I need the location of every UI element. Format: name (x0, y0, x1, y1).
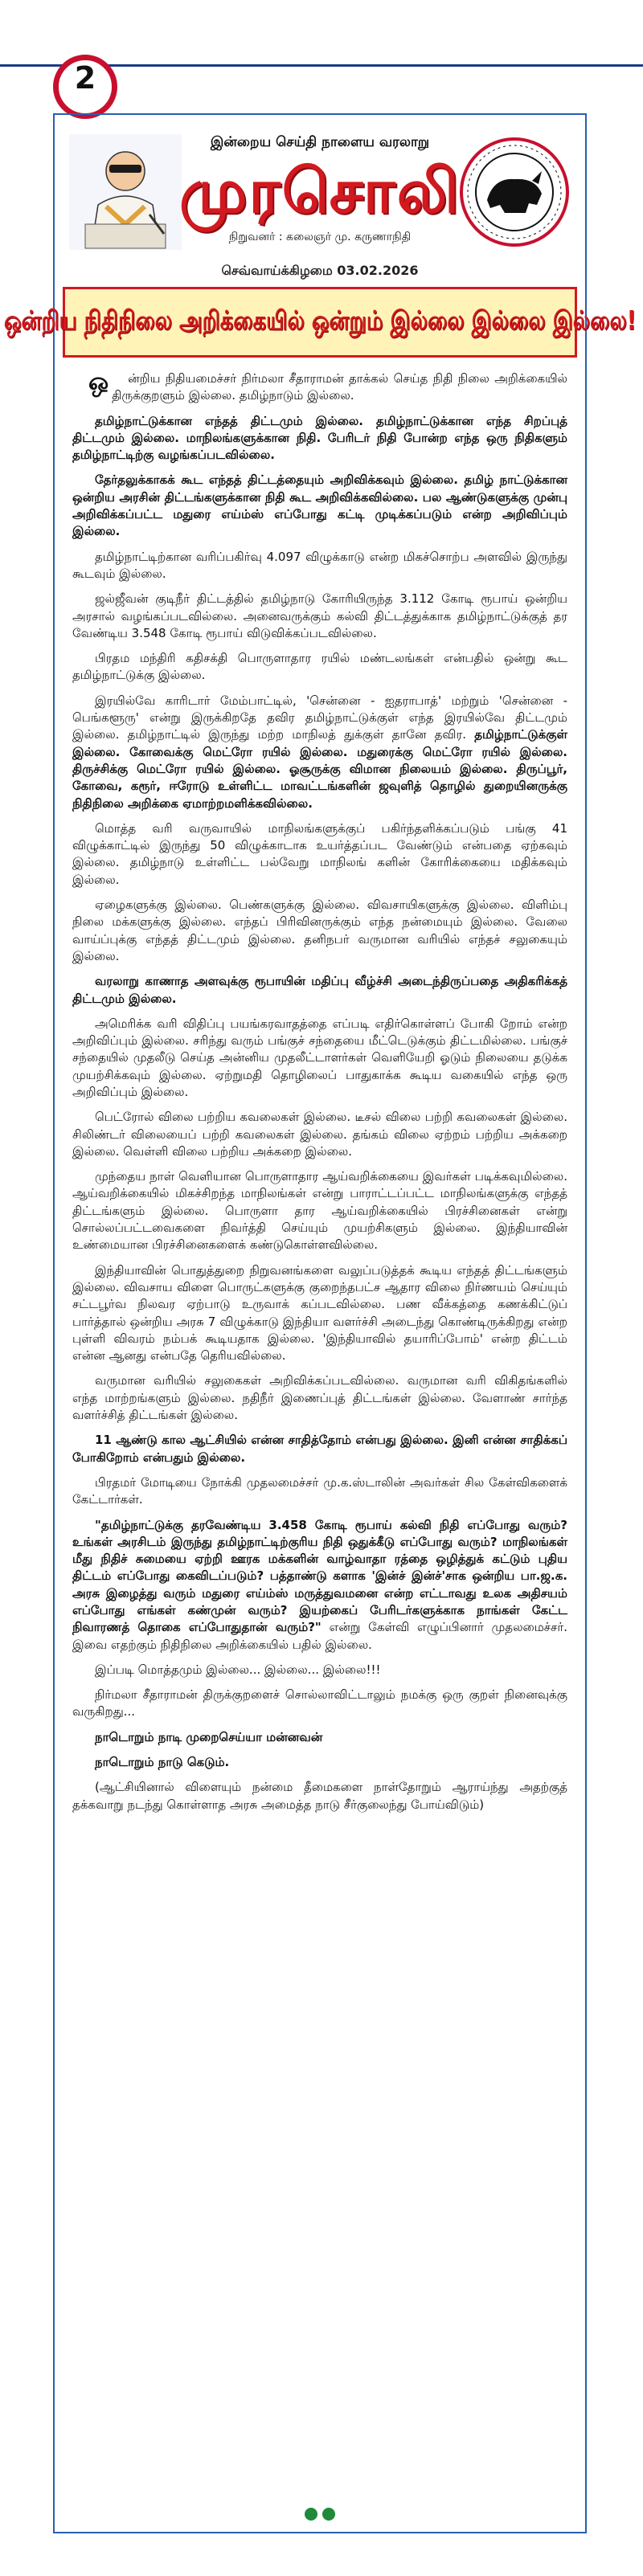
kural-line: நாடொறும் நாடி முறைசெய்யா மன்னவன் (95, 1729, 323, 1744)
paragraph-text: என்று கேள்வி எழுப்பினார் முதலமைச்சர். இவை எதற்கும் நிதிநிலை அறிக்கையில் பதில் இல்லை. (72, 1620, 568, 1652)
end-marker (55, 2508, 585, 2524)
paragraph: மொத்த வரி வருவாயில் மாநிலங்களுக்குப் பகிர்ந்தளிக்கப்படும் பங்கு 41 விழுக்காட்டில் இருந்து 50 விழுக்காடாக உயர்த்தப்பட வேண்டும் என்பதை ஏற்கவும் இல்லை. தமிழ்நாடு உள்ளிட்ட பல்வேறு மாநிலங் களின் கோரிக்கையை மதிக்கவும் இல்லை. (72, 820, 567, 887)
paragraph: ஏழைகளுக்கு இல்லை. பெண்களுக்கு இல்லை. விவசாயிகளுக்கு இல்லை. விளிம்பு நிலை மக்களுக்கு இல்லை. எந்தப் பிரிவினருக்கும் எந்த நன்மையும் இல்லை. வேலை வாய்ப்புக்கு எந்தத் திட்டமும் இல்லை. தனிநபர் வருமான வரியில் எந்தச் சலுகையும் இல்லை. (72, 898, 567, 963)
paragraph-text: ன்றிய நிதியமைச்சர் நிர்மலா சீதாராமன் தாக்கல் செய்த நிதி நிலை அறிக்கையில் திருக்குறளும் இல்லை. தமிழ்நாடும் இல்லை. (112, 371, 567, 403)
tagline: இன்றைய செய்தி நாளைய வரலாறு (210, 134, 430, 150)
headline: ஒன்றிய நிதிநிலை அறிக்கையில் ஒன்றும் இல்லை இல்லை இல்லை! (3, 305, 637, 336)
paragraph: இந்தியாவின் பொதுத்துறை நிறுவனங்களை வலுப்படுத்தக் கூடிய எந்தத் திட்டங்களும் இல்லை. விவசாய விளை பொருட்களுக்கு குறைந்தபட்ச ஆதார விலை நிர்ணயம் செய்யும் சட்டபூர்வ நிலவர ஏற்பாடு உருவாக் கப்படவில்லை. பண வீக்கத்தை கணக்கிட்டுப் பார்த்தால் ஒன்றிய அரசு 7 விழுக்காடு இந்தியா வளர்ச்சி அடைந்து கொண்டிருக்கிறது என்ற புள்ளி விவரம் நம்பக் கூடியதாக இல்லை. 'இந்தியாவில் தயாரிப்போம்' என்ற திட்டம் என்ன ஆனது என்பதே தெரியவில்லை. (72, 1262, 567, 1364)
paragraph: இப்படி மொத்தமும் இல்லை... இல்லை... இல்லை!!! (95, 1662, 381, 1677)
drop-cap: ஒ (88, 368, 109, 396)
paragraph: ஜல்ஜீவன் குடிநீர் திட்டத்தில் தமிழ்நாடு கோரியிருந்த 3.112 கோடி ரூபாய் ஒன்றிய அரசால் வழங்கப்படவில்லை. அனைவருக்கும் கல்வி திட்டத்துக்காக தமிழ்நாட்டுக்குத் தர வேண்டிய 3.548 கோடி ரூபாய் விடுவிக்கப்படவில்லை. (72, 591, 567, 640)
paragraph: நிர்மலா சீதாராமன் திருக்குறளைச் சொல்லாவிட்டாலும் நமக்கு ஒரு குறள் நினைவுக்கு வருகிறது... (72, 1687, 567, 1719)
paragraph (72, 693, 567, 812)
article-frame (3, 113, 637, 2533)
headline-banner (3, 287, 637, 358)
paragraph: தமிழ்நாட்டிற்கான வரிப்பகிர்வு 4.097 விழுக்காடு என்ற மிகச்சொற்ப அளவில் இருந்து கூடவும் இல்லை. (72, 549, 567, 581)
paragraph (72, 370, 567, 405)
paragraph: 11 ஆண்டு கால ஆட்சியில் என்ன சாதித்தோம் என்பது இல்லை. இனி என்ன சாதிக்கப் போகிறோம் என்பதும் இல்லை. (72, 1433, 567, 1465)
quote-bold-text: "தமிழ்நாட்டுக்கு தரவேண்டிய 3.458 கோடி ரூபாய் கல்வி நிதி எப்போது வரும்? உங்கள் அரசிடம் இருந்து தமிழ்நாட்டிற்குரிய நிதி ஒதுக்கீடு எப்போது வரும்? மாநிலங்கள் மீது நிதிச் சுமையை ஏற்றி ஊரக மக்களின் வாழ்வாதா ரத்தை ஒழித்துக் கட்டும் புதிய திட்டம் எப்போது கைவிடப்படும்? பத்தாண்டு களாக 'இன்ச் இன்ச்'சாக ஒன்றிய பா.ஜ.க. அரசு இழைத்து வரும் மதுரை எய்ம்ஸ் மருத்துவமனை என்ற எட்டாவது உலக அதிசயம் எப்போது எங்கள் கண்முன் வரும்? இயற்கைப் பேரிடர்களுக்காக நாங்கள் கேட்ட நிவாரணத் தொகை எப்போதுதான் வரும்?" (72, 1517, 567, 1635)
paragraph: பெட்ரோல் விலை பற்றிய கவலைகள் இல்லை. டீசல் விலை பற்றி கவலைகள் இல்லை. சிலிண்டர் விலையைப் பற்றி கவலைகள் இல்லை. தங்கம் விலை ஏற்றம் பற்றிய அக்கறை இல்லை. வெள்ளி விலை பற்றிய அக்கறை இல்லை. (72, 1110, 567, 1159)
founder-line: நிறுவனர் : கலைஞர் மு. கருணாநிதி (228, 231, 412, 243)
paragraph: அமெரிக்க வரி விதிப்பு பயங்கரவாதத்தை எப்படி எதிர்கொள்ளப் போகி றோம் என்ற அறிவிப்பும் இல்லை. சரிந்து வரும் பங்குச் சந்தையை மீட்டெடுக்கும் திட்டமில்லை. பங்குச் சந்தையில் முதலீடு செய்த அன்னிய முதலீட்டாளர்கள் வெளியேறி ஓடும் நிலையை தடுக்க முயற்சிக்கவும் இல்லை. ஏற்றுமதி தொழிலைப் பாதுகாக்க கூடிய வகையில் எந்த ஒரு அறிவிப்பும் இல்லை. (72, 1016, 567, 1099)
paragraph: வருமான வரியில் சலுகைகள் அறிவிக்கப்படவில்லை. வருமான வரி விகிதங்களில் எந்த மாற்றங்களும் இல்லை. நதிநீர் இணைப்புத் திட்டங்கள் இல்லை. வேளாண் சார்ந்த வளர்ச்சித் திட்டங்கள் இல்லை. (72, 1373, 567, 1423)
end-dot-icon (305, 2508, 317, 2521)
issue-date: செவ்வாய்க்கிழமை 03.02.2026 (221, 263, 419, 278)
newspaper-logo: முரசொலி (179, 155, 461, 227)
paragraph: தேர்தலுக்காகக் கூட எந்தத் திட்டத்தையும் அறிவிக்கவும் இல்லை. தமிழ் நாட்டுக்கான ஒன்றிய அரசின் திட்டங்களுக்கான நிதி கூட அறிவிக்கவில்லை. பல ஆண்டுகளுக்கு முன்பு அறிவிக்கப்பட்ட மதுரை எய்ம்ஸ் எப்போது கட்டி முடிக்கப்படும் என்ற அறிவிப்பும் இல்லை. (72, 472, 567, 539)
paragraph: முந்தைய நாள் வெளியான பொருளாதார ஆய்வறிக்கையை இவர்கள் படிக்கவுமில்லை. ஆய்வறிக்கையில் மிகச்சிறந்த மாநிலங்கள் என்று பாராட்டப்பட்ட மாநிலங்களுக்கு எந்தத் திட்டங்களும் இல்லை. பொருளா தார ஆய்வறிக்கையில் பிரச்சினைகள் என்று சொல்லப்பட்டவைகளை நிவர்த்தி செய்யும் முயற்சிகளும் இல்லை. இந்தியாவின் உண்மையான பிரச்சினைகளைக் கண்டுகொள்ளவில்லை. (72, 1169, 567, 1253)
masthead (55, 121, 585, 276)
page-number: 2 (53, 55, 117, 119)
paragraph: பிரதம மந்திரி கதிசக்தி பொருளாதார ரயில் மண்டலங்கள் என்பதில் ஒன்று கூட தமிழ்நாட்டுக்கு இல்லை. (72, 651, 567, 683)
paragraph: வரலாறு காணாத அளவுக்கு ரூபாயின் மதிப்பு வீழ்ச்சி அடைந்திருப்பதை அதிகரிக்கத் திட்டமும் இல்லை. (72, 974, 567, 1006)
paragraph: பிரதமர் மோடியை நோக்கி முதலமைச்சர் மு.க.ஸ்டாலின் அவர்கள் சில கேள்விகளைக் கேட்டார்கள். (72, 1474, 567, 1507)
end-dot-icon (322, 2508, 335, 2521)
emblem-seal-icon (458, 136, 571, 248)
paragraph (72, 1517, 567, 1654)
paragraph-text: இரயில்வே காரிடார் மேம்பாட்டில், 'சென்னை - ஐதராபாத்' மற்றும் 'சென்னை - பெங்களூரு' என்று இருக்கிறதே தவிர தமிழ்நாட்டுக்குள் எந்த இரயில்வே திட்டமும் இல்லை. தமிழ்நாட்டில் இருந்து மற்ற மாநிலத் துக்குள் தானே தவிர. (72, 693, 567, 742)
paragraph: தமிழ்நாட்டுக்கான எந்தத் திட்டமும் இல்லை. தமிழ்நாட்டுக்கான எந்த சிறப்புத் திட்டமும் இல்லை. மாநிலங்களுக்கான நிதி. பேரிடர் நிதி போன்ற எந்த ஒரு நிதிகளும் தமிழ்நாட்டிற்கு வழங்கப்படவில்லை. (72, 413, 567, 463)
kural-line: நாடொறும் நாடு கெடும். (95, 1755, 230, 1770)
paragraph-bold-text: தமிழ்நாட்டுக்குள் இல்லை. கோவைக்கு மெட்ரோ ரயில் இல்லை. மதுரைக்கு மெட்ரோ ரயில் இல்லை. திருச்சிக்கு மெட்ரோ ரயில் இல்லை. ஓசூருக்கு விமான நிலையம் இல்லை. திருப்பூர், கோவை, கரூர், ஈரோடு உள்ளிட்ட மாவட்டங்களின் ஜவுளித் தொழில் துறையினருக்கு நிதிநிலை அறிக்கை ஏமாற்றமளிக்கவில்லை. (72, 727, 567, 811)
article-body (72, 370, 567, 1822)
paragraph: (ஆட்சியினால் விளையும் நன்மை தீமைகளை நாள்தோறும் ஆராய்ந்து அதற்குத் தக்கவாறு நடந்து கொள்ளாத அரசு அமைத்த நாடு சீர்குலைந்து போய்விடும்) (72, 1780, 567, 1812)
